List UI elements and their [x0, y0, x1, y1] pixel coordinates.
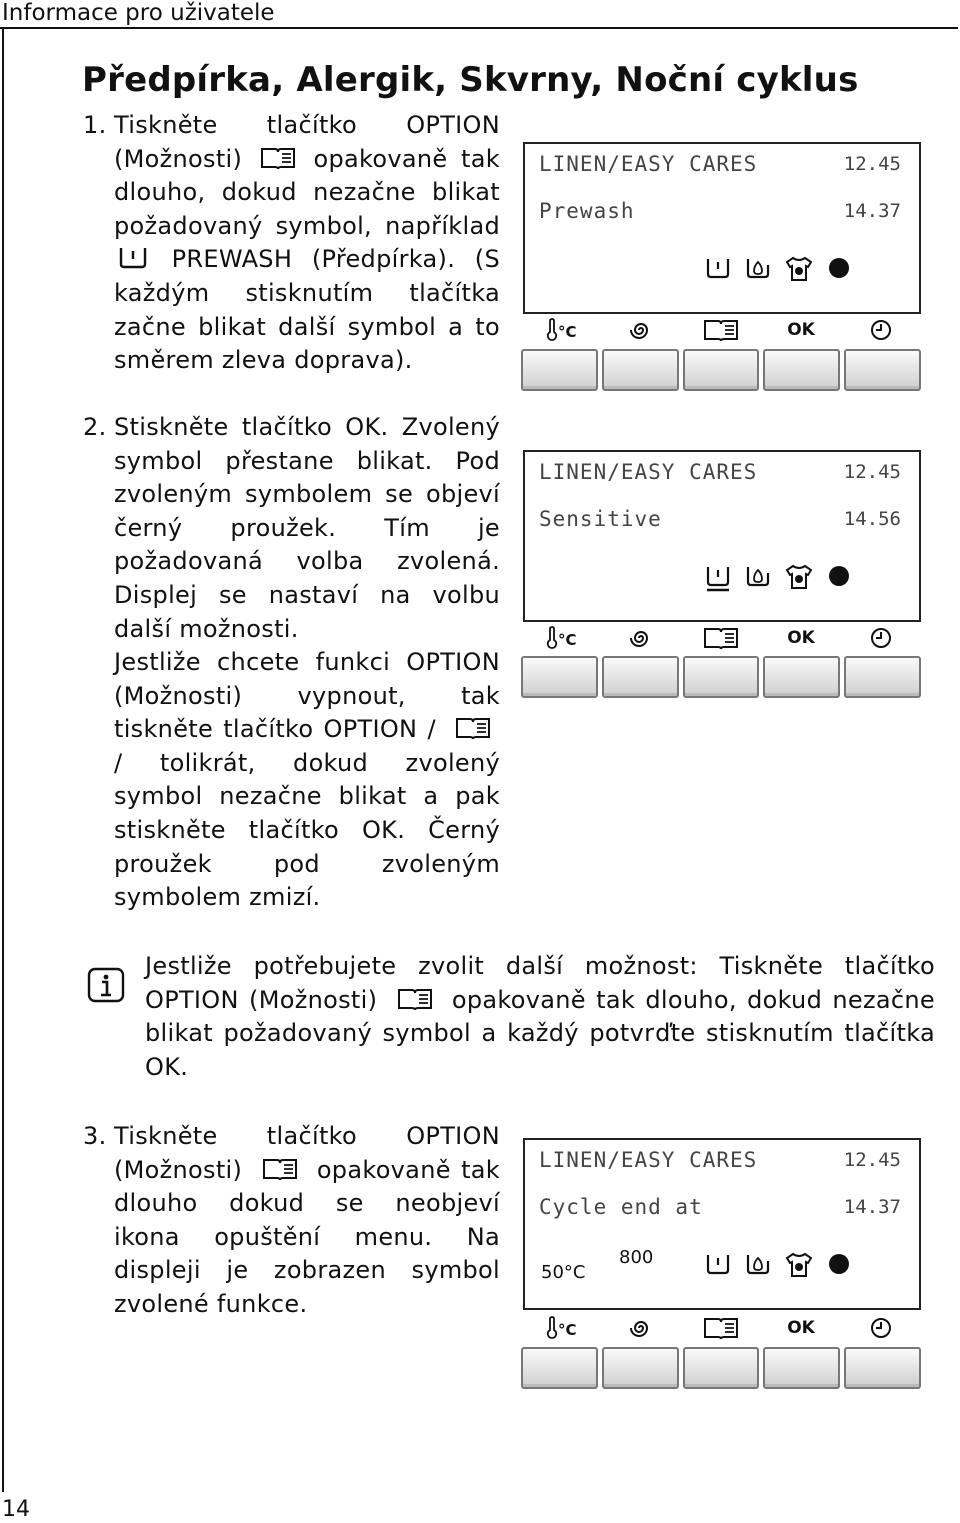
- spin-button[interactable]: [602, 349, 679, 391]
- thermometer-icon: [523, 626, 599, 655]
- spin-icon: [603, 1316, 679, 1345]
- temperature-button[interactable]: [521, 656, 598, 698]
- step-number: 3.: [83, 1122, 107, 1150]
- sensitive-icon: [745, 1252, 771, 1276]
- spin-button[interactable]: [602, 1347, 679, 1389]
- ok-label: OK: [787, 1318, 815, 1338]
- ok-label: OK: [787, 628, 815, 648]
- timer-button[interactable]: [844, 656, 921, 698]
- step-2: 2. Stiskněte tlačítko OK. Zvolený symbol přestane blikat. Pod zvoleným symbolem se objeví černý proužek. Tím je požadovaná volba zvolená. Displej se nastaví na volbu další možnosti.: [83, 413, 500, 643]
- thermometer-icon: [523, 1316, 599, 1345]
- option-button[interactable]: [683, 349, 760, 391]
- option-icon: [450, 716, 496, 740]
- spin-icon: [603, 318, 679, 347]
- option-icon: [683, 1316, 759, 1345]
- timer-button[interactable]: [844, 1347, 921, 1389]
- spin-icon: [603, 626, 679, 655]
- night-cycle-icon: [827, 1252, 851, 1276]
- ok-button[interactable]: [763, 656, 840, 698]
- night-cycle-icon: [827, 564, 851, 588]
- sensitive-icon: [745, 564, 771, 588]
- stain-icon: [785, 256, 813, 282]
- svg-text:°C: °C: [558, 323, 577, 341]
- option-button[interactable]: [683, 1347, 760, 1389]
- option-icon: [392, 987, 438, 1011]
- prewash-icon: [705, 564, 731, 592]
- step-number: 2.: [83, 413, 107, 441]
- time-readout: 12.45: [843, 461, 901, 483]
- time-readout: 14.37: [843, 1196, 901, 1218]
- prewash-icon: [118, 244, 148, 270]
- ok-button[interactable]: [763, 1347, 840, 1389]
- program-name: LINEN/EASY CARES: [539, 152, 758, 176]
- info-icon: [87, 963, 125, 1005]
- option-symbols: [705, 256, 851, 282]
- option-symbols: [705, 1252, 851, 1278]
- time-readout: 12.45: [843, 153, 901, 175]
- prewash-icon: [705, 256, 731, 280]
- stain-icon: [785, 564, 813, 590]
- display-status: Sensitive: [539, 507, 662, 531]
- night-cycle-icon: [827, 256, 851, 280]
- sensitive-icon: [745, 256, 771, 280]
- option-icon: [257, 1157, 303, 1181]
- svg-text:°C: °C: [558, 1321, 577, 1339]
- prewash-icon: [705, 1252, 731, 1276]
- page-number: 14: [2, 1497, 30, 1522]
- step-number: 1.: [83, 111, 107, 139]
- svg-text:°C: °C: [558, 631, 577, 649]
- timer-icon: [843, 1316, 919, 1345]
- control-labels: [523, 1316, 921, 1342]
- time-readout: 14.37: [843, 200, 901, 222]
- timer-icon: [843, 626, 919, 655]
- control-buttons: [521, 1347, 921, 1389]
- timer-icon: [843, 318, 919, 347]
- control-labels: [523, 626, 921, 652]
- program-name: LINEN/EASY CARES: [539, 460, 758, 484]
- display-status: Cycle end at: [539, 1195, 703, 1219]
- margin-divider: [2, 28, 4, 1492]
- temperature-readout: 50°C: [541, 1262, 586, 1283]
- ok-label: OK: [787, 320, 815, 340]
- step-3: 3. Tiskněte tlačítko OPTION (Možnosti) opakovaně tak dlouho dokud se neobjeví ikona opuštění menu. Na displeji je zobrazen symbol zvolené funkce.: [83, 1122, 500, 1318]
- header-divider: [0, 27, 958, 29]
- display-panel: [523, 1138, 921, 1310]
- option-icon: [683, 626, 759, 655]
- step-1: 1. Tiskněte tlačítko OPTION (Možnosti) opakovaně tak dlouho, dokud nezačne blikat požadovaný symbol, například PREWASH (Předpírka). (S každým stisknutím tlačítka začne blikat další symbol a to směrem zleva doprava).: [83, 111, 500, 375]
- info-note: Jestliže potřebujete zvolit další možnost: Tiskněte tlačítko OPTION (Možnosti) opakovaně tak dlouho, dokud nezačne blikat požadovaný symbol a každý potvrďte stisknutím tlačítka OK.: [145, 952, 935, 1081]
- spin-button[interactable]: [602, 656, 679, 698]
- control-buttons: [521, 656, 921, 698]
- stain-icon: [785, 1252, 813, 1278]
- page-title: Předpírka, Alergik, Skvrny, Noční cyklus: [82, 60, 859, 100]
- program-name: LINEN/EASY CARES: [539, 1148, 758, 1172]
- display-panel: [523, 450, 921, 622]
- option-icon: [683, 318, 759, 347]
- thermometer-icon: [523, 318, 599, 347]
- control-labels: [523, 318, 921, 344]
- option-button[interactable]: [683, 656, 760, 698]
- display-panel: [523, 142, 921, 314]
- control-buttons: [521, 349, 921, 391]
- section-header: Informace pro uživatele: [2, 0, 275, 26]
- temperature-button[interactable]: [521, 349, 598, 391]
- option-off-note: Jestliže chcete funkci OPTION (Možnosti) vypnout, tak tiskněte tlačítko OPTION / / tolikrát, dokud zvolený symbol nezačne blikat a pak stiskněte tlačítko OK. Černý proužek pod zvoleným symbolem zmizí.: [114, 648, 500, 912]
- time-readout: 14.56: [843, 508, 901, 530]
- timer-button[interactable]: [844, 349, 921, 391]
- option-symbols: [705, 564, 851, 592]
- spin-speed-readout: 800: [619, 1247, 654, 1268]
- ok-button[interactable]: [763, 349, 840, 391]
- option-icon: [260, 146, 296, 170]
- time-readout: 12.45: [843, 1149, 901, 1171]
- temperature-button[interactable]: [521, 1347, 598, 1389]
- display-status: Prewash: [539, 199, 635, 223]
